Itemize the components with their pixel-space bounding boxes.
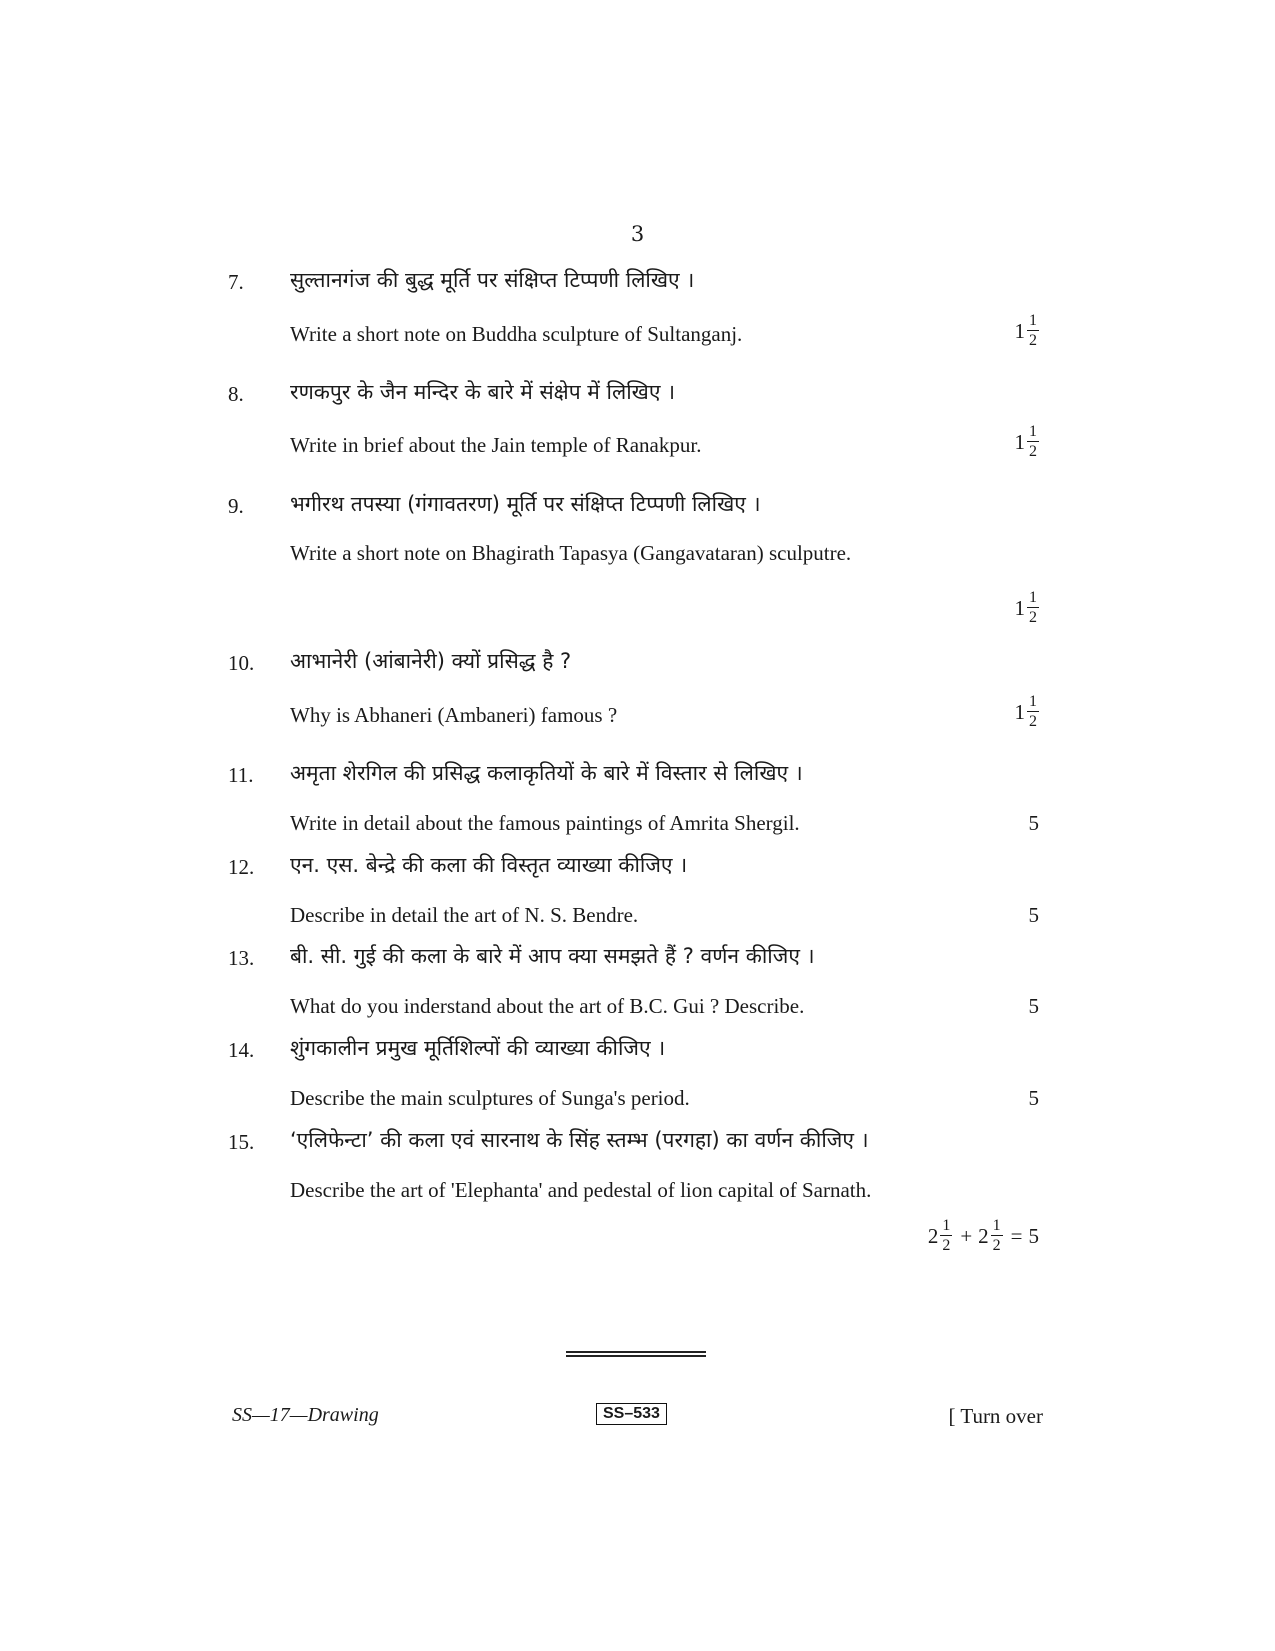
question-english: Write in brief about the Jain temple of Ranakpur. xyxy=(290,433,702,457)
marks-denominator: 2 xyxy=(1029,713,1037,730)
question-number: 9. xyxy=(228,494,244,518)
question-hindi: ‘एलिफेन्टा’ की कला एवं सारनाथ के सिंह स्तम्भ (परगहा) का वर्णन कीजिए । xyxy=(290,1128,869,1152)
marks-whole: 2 xyxy=(927,1223,939,1248)
question-hindi: आभानेरी (आंबानेरी) क्यों प्रसिद्ध है ? xyxy=(290,649,572,673)
question-number: 10. xyxy=(228,651,255,675)
question-hindi: अमृता शेरगिल की प्रसिद्ध कलाकृतियों के बारे में विस्तार से लिखिए । xyxy=(290,761,803,785)
marks-numerator: 1 xyxy=(1029,423,1037,440)
question-english: Why is Abhaneri (Ambaneri) famous ? xyxy=(290,703,618,727)
question-number: 14. xyxy=(228,1038,255,1062)
marks-denominator: 2 xyxy=(992,1237,1001,1254)
question-hindi: भगीरथ तपस्या (गंगावतरण) मूर्ति पर संक्षिप्त टिप्पणी लिखिए । xyxy=(290,492,761,516)
question-number: 11. xyxy=(228,763,254,787)
question-marks: 5 xyxy=(1028,994,1039,1018)
question-marks: 5 xyxy=(1028,811,1039,835)
marks-whole: 1 xyxy=(1014,595,1025,620)
marks-whole: 1 xyxy=(1014,429,1025,454)
question-english: Describe in detail the art of N. S. Bendre. xyxy=(290,903,639,927)
question-hindi: शुंगकालीन प्रमुख मूर्तिशिल्पों की व्याख्या कीजिए । xyxy=(290,1036,666,1060)
marks-numerator: 1 xyxy=(1029,312,1037,329)
plus-sign: + xyxy=(960,1223,973,1248)
question-number: 8. xyxy=(228,382,244,406)
question-number: 7. xyxy=(228,270,244,294)
page-number: 3 xyxy=(630,222,645,246)
question-marks xyxy=(1015,694,1040,730)
end-separator xyxy=(566,1351,706,1357)
marks-denominator: 2 xyxy=(1029,332,1037,349)
marks-numerator: 1 xyxy=(1029,693,1037,710)
marks-denominator: 2 xyxy=(942,1237,951,1254)
question-hindi: एन. एस. बेन्द्रे की कला की विस्तृत व्याख्या कीजिए । xyxy=(290,853,688,877)
question-number: 13. xyxy=(228,946,255,970)
question-number: 12. xyxy=(228,855,255,879)
question-marks: 5 xyxy=(1028,1086,1039,1110)
marks-total: 5 xyxy=(1028,1223,1039,1248)
marks-numerator: 1 xyxy=(942,1217,951,1234)
question-number: 15. xyxy=(228,1130,255,1154)
question-english: Describe the main sculptures of Sunga's period. xyxy=(290,1086,690,1110)
question-english: What do you inderstand about the art of B.C. Gui ? Describe. xyxy=(290,994,805,1018)
question-marks: 5 xyxy=(1028,903,1039,927)
marks-whole: 1 xyxy=(1014,318,1025,343)
marks-denominator: 2 xyxy=(1029,443,1037,460)
question-english: Describe the art of 'Elephanta' and pedestal of lion capital of Sarnath. xyxy=(290,1178,872,1202)
equals-sign: = xyxy=(1010,1223,1023,1248)
footer-turn-over: [ Turn over xyxy=(948,1404,1043,1428)
marks-denominator: 2 xyxy=(1029,609,1037,626)
marks-numerator: 1 xyxy=(992,1217,1001,1234)
marks-whole: 1 xyxy=(1014,699,1025,724)
marks-whole: 2 xyxy=(978,1223,989,1248)
question-english: Write a short note on Bhagirath Tapasya (Gangavataran) sculputre. xyxy=(290,541,852,565)
question-marks xyxy=(1015,313,1040,349)
question-marks xyxy=(1015,590,1040,626)
question-english: Write a short note on Buddha sculpture of Sultanganj. xyxy=(290,322,743,346)
question-hindi: रणकपुर के जैन मन्दिर के बारे में संक्षेप में लिखिए । xyxy=(290,380,676,404)
question-hindi: बी. सी. गुई की कला के बारे में आप क्या समझते हैं ? वर्णन कीजिए । xyxy=(290,944,815,968)
question-marks xyxy=(1015,424,1040,460)
question-marks xyxy=(928,1218,1039,1254)
question-hindi: सुल्तानगंज की बुद्ध मूर्ति पर संक्षिप्त टिप्पणी लिखिए । xyxy=(290,268,695,292)
footer-paper-code: SS–533 xyxy=(596,1403,667,1425)
question-english: Write in detail about the famous paintings of Amrita Shergil. xyxy=(290,811,800,835)
footer-paper-title: SS—17—Drawing xyxy=(232,1404,379,1426)
marks-numerator: 1 xyxy=(1029,589,1037,606)
